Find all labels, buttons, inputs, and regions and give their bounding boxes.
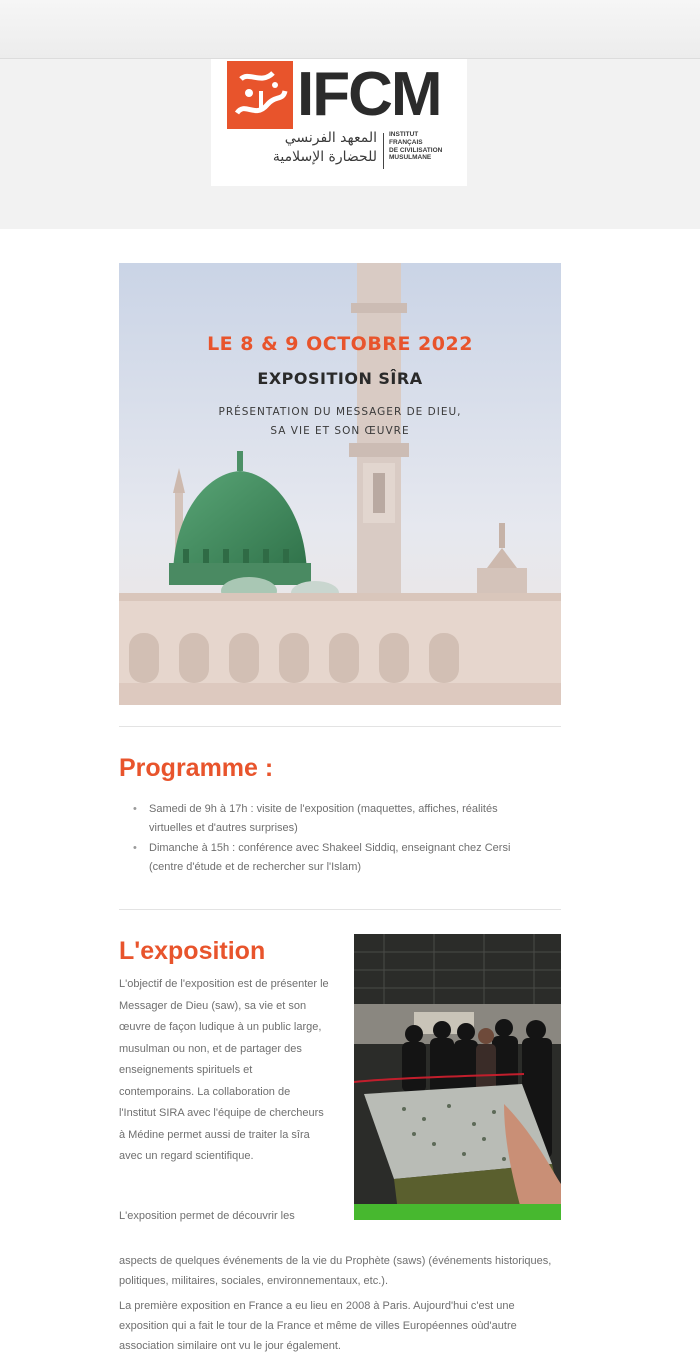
programme-list xyxy=(133,800,543,878)
ifcm-logo[interactable] xyxy=(211,59,467,186)
poster-date: LE 8 & 9 OCTOBRE 2022 xyxy=(207,333,473,355)
browser-top-bar xyxy=(0,0,700,59)
list-item: • Dimanche à 15h : conférence avec Shakeel Siddiq, enseignant chez Cersi (centre d'étude et de rechercher sur l'Islam) xyxy=(133,839,543,877)
exhibition-photo[interactable] xyxy=(354,934,561,1220)
exhibition-poster[interactable] xyxy=(119,263,561,705)
exposition-continuation: aspects de quelques événements de la vie du Prophète (saws) (événements historiques, politiques, militaires, sociales, environnementaux, etc.). xyxy=(119,1255,552,1287)
list-item: • Samedi de 9h à 17h : visite de l'exposition (maquettes, affiches, réalités virtuelles et d'autres surprises) xyxy=(133,800,543,838)
logo-wordmark: IFCM xyxy=(297,60,441,129)
exposition-lead: L'exposition permet de découvrir les xyxy=(119,1210,295,1222)
mosque-illustration xyxy=(119,263,561,705)
poster-subtitle: PRÉSENTATION DU MESSAGER DE DIEU, SA VIE ET SON ŒUVRE xyxy=(218,406,462,437)
section-divider xyxy=(119,909,561,910)
logo-divider xyxy=(383,133,384,169)
exposition-intro: L'objectif de l'exposition est de présenter le Messager de Dieu (saw), sa vie et son œuvre de façon ludique à un public large, musulman ou non, et de partager des enseignements spirituels et contemporains. La collaboration de l'Institut SIRA avec l'équipe de chercheurs à Médine permet aussi de traiter la sîra avec un regard scientifique. xyxy=(119,978,329,1162)
exhibition-visitors-image xyxy=(354,934,561,1220)
exposition-history: La première exposition en France a eu lieu en 2008 à Paris. Aujourd'hui c'est une exposition qui a fait le tour de la France et même de villes Européennes oùd'autre association similaire ont vu le jour également. xyxy=(119,1300,517,1352)
poster-title: EXPOSITION SÎRA xyxy=(257,369,423,388)
programme-heading: Programme : xyxy=(119,754,274,782)
logo-arabic-name: المعهد الفرنسي للحضارة الإسلامية xyxy=(272,130,377,165)
section-divider xyxy=(119,726,561,727)
exposition-heading: L'exposition xyxy=(119,937,266,965)
calligraphy-mark-icon xyxy=(227,61,293,129)
logo-french-name: INSTITUT FRANÇAIS DE CIVILISATION MUSULMANE xyxy=(389,131,443,162)
